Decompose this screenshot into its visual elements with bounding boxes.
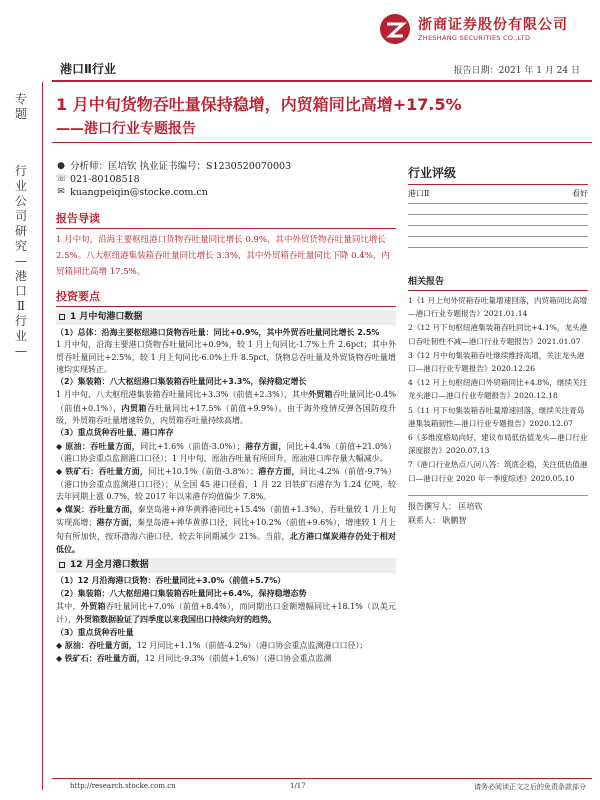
related-report-link[interactable]: 2《12 月下旬枢纽港集装箱吞吐同比+4.1%，龙头港口吞吐韧性不减—港口行业专题报告》2021.01.07 (408, 323, 588, 346)
footer-divider (52, 778, 592, 779)
paragraph: 1 月中旬，八大枢纽港集装箱吞吐量同比+3.3%（前值+2.3%），其中外贸箱吞吐量同比-0.4%（前值+0.1%），内贸箱吞吐量同比+17.5%（前值+9.9%）。由于海外疫情反弹各国防疫升级，外贸箱吞吐量增速转负，内贸箱吞吐量持续高增。 (56, 389, 397, 426)
side-char: 专 (14, 92, 27, 106)
rating-industry: 港口Ⅱ (408, 189, 430, 198)
main-content (56, 210, 396, 665)
side-char: Ⅱ (16, 299, 26, 313)
checkbox-icon (59, 314, 65, 320)
subheading: （3）重点货种吞吐量 (56, 627, 134, 637)
analyst-phone: 021-80108518 (70, 174, 140, 185)
rating-empty-row (408, 247, 588, 258)
side-char: 业 (14, 329, 27, 343)
paragraph-iron: ◆ 铁矿石：吞吐量方面，同比+10.1%（前值-3.8%）；港存方面，同比-4.2%（前值-9.7%）（港口协会重点监测港口口径）；从全国 45 港口径看，1 月 22 日铁矿石港存为 1.24 亿吨，较去年同期上涨 0.7%，较 2017 年以来港存均值偏少 7.8%。 (56, 466, 397, 501)
subheading: （2）集装箱：八大枢纽港口集装箱吞吐量同比+3.3%，保持稳定增长 (56, 377, 307, 387)
related-list (408, 294, 588, 485)
section-heading-text: 12 月全月港口数据 (70, 560, 149, 571)
guide-text: 1 月中旬，沿海主要枢纽港口货物吞吐量同比增长 0.9%，其中外贸货物吞吐量同比增长 2.5%。八大枢纽港集装箱吞吐量同比增长 3.3%，其中外贸箱吞吐量同比下降 0.4%，内贸箱同比高增 17.5%。 (56, 235, 390, 277)
paragraph-coal: ◆ 煤炭：吞吐量方面，秦皇岛港+神华黄骅港同比+15.4%（前值+1.3%），吞吐量较 1 月上旬实现高增；港存方面，秦皇岛港+神华黄骅口径，同比+10.2%（前值+9.6%），增速较 1 月上旬有所加快，按环渤海六港口径，较去年同期减少 21%。当前，北方港口煤炭港存仍处于相对低位。 (56, 504, 397, 555)
side-char: 研 (14, 224, 27, 238)
rating-empty-row (408, 236, 588, 247)
page-number: 1/17 (290, 782, 306, 790)
report-date: 报告日期：2021 年 1 月 24 日 (453, 66, 580, 76)
sidebar (408, 164, 588, 528)
checkbox-icon (59, 562, 65, 568)
paragraph: 1 月中旬，沿海主要港口货物吞吐量同比+0.9%，较 1 月上旬同比-1.7%上升 2.6pct；其中外贸吞吐量同比+2.5%，较 1 月上旬同比-6.0%上升 8.5pct，货物总吞吐量及外贸货物吞吐量增速均实现转正。 (56, 340, 396, 374)
analyst-name-row (56, 160, 291, 173)
rating-empty-row (408, 214, 588, 225)
report-industry: 港口Ⅱ行业 (60, 62, 116, 76)
side-char: 究 (14, 239, 27, 253)
section-heading (56, 558, 396, 573)
points-title: 投资要点 (56, 290, 100, 303)
subheading: （1）总体：沿海主要枢纽港口货物吞吐量：同比+0.9%，其中外贸吞吐量同比增长 2.5% (56, 328, 380, 337)
related-divider (408, 290, 588, 291)
paragraph-iron-dec: ◆ 铁矿石：吞吐量方面，12 月同比-9.3%（前值+1.6%）（港口协会重点监测 (56, 653, 332, 664)
points-divider (56, 306, 396, 307)
related-report-link[interactable]: 6《多维度格局向好，建议布局低估值龙头—港口行业深度报告》2020.07.13 (408, 433, 588, 456)
rating-divider (408, 184, 588, 185)
related-report-link[interactable]: 1《1 月上旬外贸箱吞吐量增速回落，内贸箱同比高增—港口行业专题报告》2021.01.14 (408, 296, 588, 319)
analyst-name: 分析师：匡培钦 执业证书编号：S1230520070003 (70, 161, 292, 172)
footer-disclaimer: 请务必阅读正文之后的免责条款部分 (474, 783, 586, 791)
side-char: 行 (14, 164, 27, 178)
company-name-cn: 浙商证券股份有限公司 (418, 17, 568, 33)
header-divider (52, 80, 592, 82)
footer-url[interactable]: http://research.stocke.com.cn (70, 782, 176, 790)
company-logo-icon (378, 12, 412, 46)
subheading: （2）集装箱：八大枢纽港口集装箱吞吐量同比+6.4%，保持稳增态势 (56, 588, 307, 598)
paragraph-oil: ◆ 原油：吞吐量方面，同比+1.6%（前值-3.0%）；港存方面，同比+4.4%（前值+21.0%）（港口协会重点监测港口口径）；1 月中旬，原油吞吐量有所回升，原油港口库存量大幅减少。 (56, 440, 396, 463)
subheading: （1）12 月沿海港口货物：吞吐量同比+3.0%（前值+5.7%） (56, 576, 286, 586)
section-heading-text: 1 月中旬港口数据 (70, 312, 143, 322)
related-title: 相关报告 (408, 277, 445, 287)
section-heading (56, 310, 396, 325)
side-char: — (15, 344, 27, 358)
related-report-link[interactable]: 3《12 月中旬集装箱吞吐继续维持高增，关注龙头港口—港口行业专题报告》2020.12.26 (408, 350, 585, 374)
side-divider (42, 82, 43, 790)
contact-block (408, 495, 588, 528)
report-subtitle: ——港口行业专题报告 (56, 121, 196, 137)
guide-divider (56, 228, 396, 229)
related-report-link[interactable]: 7《港口行业热点八问八答：筑底企稳，关注低估值港口—港口行业 2020 年一季度综述》2020.05.10 (408, 460, 588, 483)
side-char: 业 (14, 179, 27, 193)
analyst-phone-row (56, 173, 291, 186)
related-report-link[interactable]: 4《12 月上旬枢纽港口外贸箱同比+4.8%，继续关注龙头港口—港口行业专题报告》2020.12.18 (408, 378, 588, 401)
side-char: — (15, 254, 27, 268)
rating-empty-row (408, 225, 588, 236)
title-divider (52, 142, 592, 143)
company-logo (378, 12, 588, 48)
side-char: 港 (14, 269, 27, 283)
company-name-en: ZHESHANG SECURITIES CO.,LTD (418, 34, 531, 42)
paragraph: 其中，外贸箱吞吐量同比+7.0%（前值+8.4%），而同期出口金额增幅同比+18.1%（以美元计），外贸箱数据验证了四季度以来我国出口持续向好的趋势。 (56, 600, 397, 625)
side-label-top (0, 92, 42, 122)
report-contact: 联系人： 耿鹏智 (408, 515, 467, 525)
side-char: 题 (14, 107, 27, 121)
analyst-email-row (56, 186, 291, 199)
analyst-info (56, 160, 291, 199)
paragraph-oil-dec: ◆ 原油：吞吐量方面，12 月同比+1.1%（前值-4.2%）（港口协会重点监测港口口径）； (56, 639, 368, 650)
report-title: 1 月中旬货物吞吐量保持稳增，内贸箱同比高增+17.5% (56, 95, 462, 114)
side-char: 口 (14, 284, 27, 298)
side-label-category (0, 164, 42, 359)
analyst-email[interactable]: kuangpeiqin@stocke.com.cn (70, 187, 208, 198)
subheading: （3）重点货种吞吐量、港口库存 (56, 428, 174, 438)
related-report-link[interactable]: 5《11 月下旬集装箱吞吐量增速回落，继续关注青岛港集装箱韧性—港口行业专题报告》2020.12.07 (408, 405, 585, 428)
person-icon: ● (57, 161, 65, 171)
rating-row (408, 187, 588, 203)
report-author: 报告撰写人： 匡培钦 (408, 501, 483, 511)
guide-title: 报告导读 (56, 212, 100, 225)
side-char: 行 (14, 314, 27, 328)
rating-empty-row (408, 203, 588, 214)
side-char: 公 (14, 194, 27, 208)
rating-value: 看好 (572, 189, 588, 198)
email-icon: ✉ (57, 187, 65, 197)
side-char: 司 (14, 209, 27, 223)
rating-title: 行业评级 (408, 166, 457, 180)
phone-icon: ☏ (56, 174, 68, 184)
